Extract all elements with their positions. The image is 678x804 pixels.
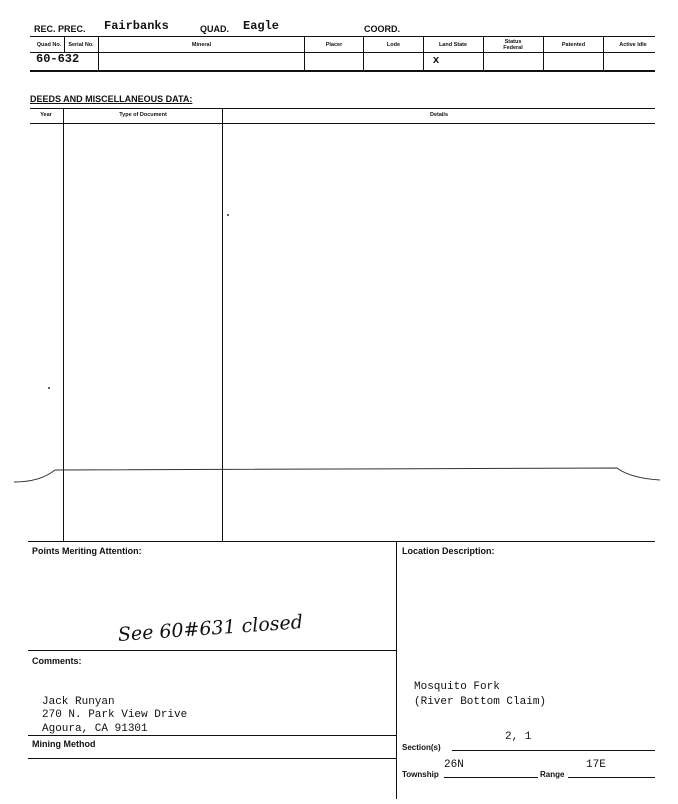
location-line-1: Mosquito Fork [414, 681, 500, 693]
comments-rule [28, 650, 396, 651]
header-rule-top [30, 36, 655, 37]
sections-label: Section(s) [402, 743, 441, 752]
rec-prec-label: REC. PREC. [34, 24, 86, 34]
township-label: Township [402, 770, 439, 779]
comments-label: Comments: [32, 656, 82, 666]
col-land-state: Land State [438, 42, 468, 48]
deeds-rule-top [30, 108, 655, 109]
sections-value: 2, 1 [505, 731, 532, 743]
points-label: Points Meriting Attention: [32, 546, 142, 556]
range-label: Range [540, 770, 565, 779]
col-mineral: Mineral [191, 42, 212, 48]
mining-rule-bottom [28, 758, 396, 759]
deeds-rule-header [30, 123, 655, 124]
header-rule-mid [30, 52, 655, 53]
comments-city: Agoura, CA 91301 [42, 723, 148, 735]
land-state-mark: x [432, 54, 440, 67]
range-value: 17E [586, 759, 606, 771]
col-patented: Patented [561, 42, 586, 48]
sections-underline [452, 750, 655, 751]
bottom-rule-top [28, 541, 655, 542]
rec-prec-value: Fairbanks [104, 19, 169, 33]
col-lode: Lode [386, 42, 401, 48]
quad-serial-value: 60-632 [36, 52, 80, 66]
mining-rule-top [28, 735, 396, 736]
deeds-col-year: Year [40, 112, 52, 118]
col-serial-no: Serial No. [68, 42, 94, 48]
deeds-col-type: Type of Document [119, 112, 167, 118]
page-fold-line [0, 460, 678, 490]
col-placer: Placer [325, 42, 343, 48]
mining-method-label: Mining Method [32, 739, 96, 749]
scan-speck [48, 387, 50, 389]
scan-speck [227, 214, 229, 216]
location-label: Location Description: [402, 546, 495, 556]
township-value: 26N [444, 759, 464, 771]
coord-label: COORD. [364, 24, 400, 34]
deeds-section-title: DEEDS AND MISCELLANEOUS DATA: [30, 94, 193, 104]
range-underline [568, 777, 655, 778]
location-line-2: (River Bottom Claim) [414, 696, 547, 708]
header-rule-bottom [30, 70, 655, 72]
quad-label: QUAD. [200, 24, 229, 34]
col-status-federal: Status Federal [503, 39, 523, 51]
comments-street: 270 N. Park View Drive [42, 709, 188, 721]
header-col-divider [483, 37, 484, 71]
col-active-idle: Active Idle [619, 42, 647, 48]
handwritten-note: See 60#631 closed [117, 611, 304, 646]
township-underline [444, 777, 538, 778]
comments-name: Jack Runyan [42, 696, 115, 708]
quad-value: Eagle [243, 19, 280, 33]
bottom-col-divider [396, 541, 397, 799]
header-col-divider [603, 37, 604, 71]
col-quad-no: Quad No. [36, 42, 62, 48]
deeds-col-details: Details [429, 112, 449, 118]
header-col-divider [64, 37, 65, 52]
